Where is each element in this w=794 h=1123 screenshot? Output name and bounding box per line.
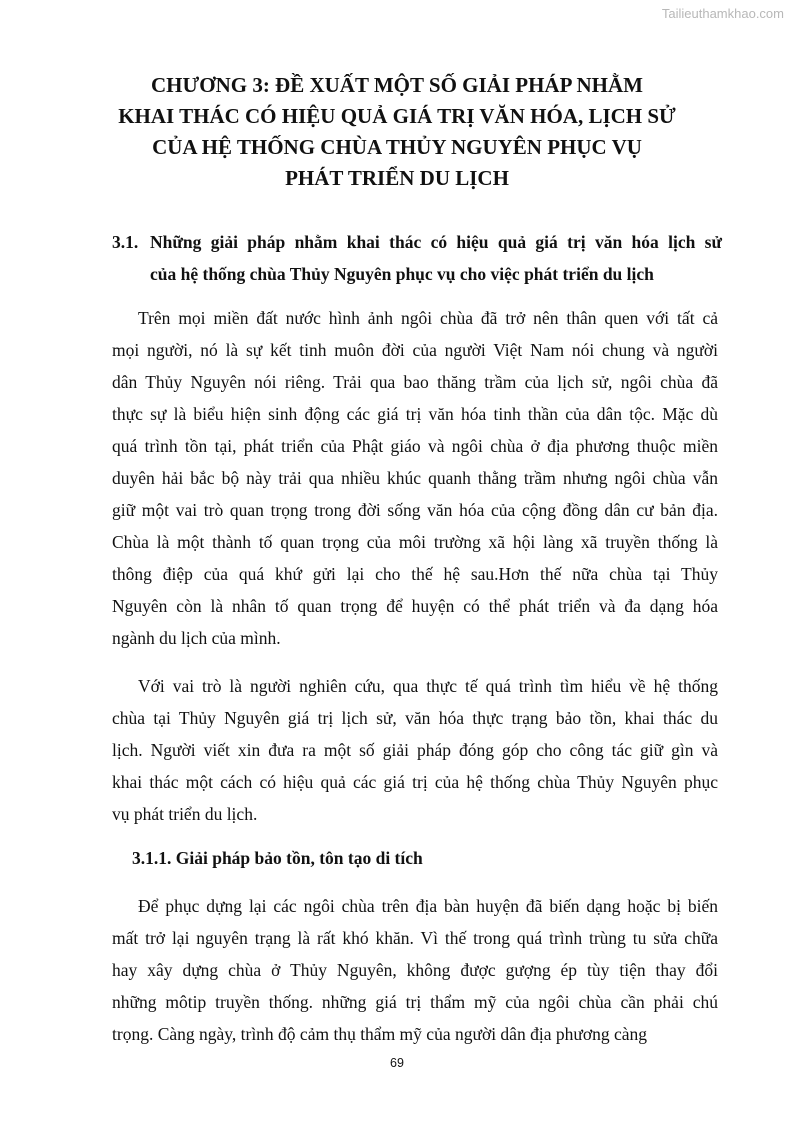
chapter-title-line: CHƯƠNG 3: ĐỀ XUẤT MỘT SỐ GIẢI PHÁP NHẰM xyxy=(151,73,643,97)
chapter-title-line: PHÁT TRIỂN DU LỊCH xyxy=(285,166,509,190)
paragraph-line: những môtip truyền thống. những giá trị thẩm mỹ của ngôi chùa cần phải chú xyxy=(112,992,718,1012)
paragraph-line: Chùa là một thành tố quan trọng của môi trường xã hội làng xã truyền thống là xyxy=(112,532,718,552)
chapter-title-line: KHAI THÁC CÓ HIỆU QUẢ GIÁ TRỊ VĂN HÓA, LỊCH SỬ xyxy=(118,104,676,128)
paragraph-line: mọi người, nó là sự kết tinh muôn đời của người Việt Nam nói chung và người xyxy=(112,340,718,360)
paragraph-1 xyxy=(112,302,718,654)
paragraph-line: dân Thủy Nguyên nói riêng. Trải qua bao thăng trầm của lịch sử, ngôi chùa đã xyxy=(112,372,718,392)
paragraph-line: lịch. Người viết xin đưa ra một số giải pháp đóng góp cho công tác giữ gìn và xyxy=(112,740,718,760)
section-number: 3.1. xyxy=(112,232,139,252)
paragraph-line: mất trở lại nguyên trạng là rất khó khăn. Vì thế trong quá trình trùng tu sửa chữa xyxy=(112,928,718,948)
section-heading-line: Những giải pháp nhằm khai thác có hiệu quả giá trị văn hóa lịch sử xyxy=(150,232,722,252)
chapter-title-line: CỦA HỆ THỐNG CHÙA THỦY NGUYÊN PHỤC VỤ xyxy=(152,135,642,159)
paragraph-line: chùa tại Thủy Nguyên giá trị lịch sử, văn hóa thực trạng bảo tồn, khai thác du xyxy=(112,708,718,728)
paragraph-line: thực sự là biểu hiện sinh động các giá trị văn hóa tinh thần của dân tộc. Mặc dù xyxy=(112,404,718,424)
paragraph-line: thông điệp của quá khứ gửi lại cho thế hệ sau.Hơn thế nữa chùa tại Thủy xyxy=(112,564,718,584)
paragraph-2 xyxy=(112,670,718,830)
paragraph-3 xyxy=(112,890,718,1050)
paragraph-line: ngành du lịch của mình. xyxy=(112,628,281,648)
paragraph-line: Nguyên còn là nhân tố quan trọng để huyện có thể phát triển và đa dạng hóa xyxy=(112,596,718,616)
paragraph-line: hay xây dựng chùa ở Thủy Nguyên, không được gượng ép tùy tiện thay đổi xyxy=(112,960,718,980)
paragraph-line: Để phục dựng lại các ngôi chùa trên địa bàn huyện đã biến dạng hoặc bị biến xyxy=(138,896,718,916)
paragraph-line: Với vai trò là người nghiên cứu, qua thực tế quá trình tìm hiểu về hệ thống xyxy=(138,676,718,696)
paragraph-line: trọng. Càng ngày, trình độ cảm thụ thẩm mỹ của người dân địa phương càng xyxy=(112,1024,647,1044)
paragraph-line: khai thác một cách có hiệu quả các giá trị của hệ thống chùa Thủy Nguyên phục xyxy=(112,772,718,792)
paragraph-line: duyên hải bắc bộ này trải qua nhiều khúc quanh thằng trầm nhưng ngôi chùa vẫn xyxy=(112,468,718,488)
paragraph-line: giữ một vai trò quan trọng trong đời sống văn hóa của cộng đồng dân cư bản địa. xyxy=(112,500,718,520)
paragraph-line: Trên mọi miền đất nước hình ảnh ngôi chùa đã trở nên thân quen với tất cả xyxy=(138,308,718,328)
paragraph-line: quá trình tồn tại, phát triển của Phật giáo và ngôi chùa ở địa phương thuộc miền xyxy=(112,436,718,456)
page-number: 69 xyxy=(390,1056,404,1070)
watermark: Tailieuthamkhao.com xyxy=(661,6,784,21)
section-heading xyxy=(112,226,722,290)
paragraph-line: vụ phát triển du lịch. xyxy=(112,804,258,824)
chapter-title xyxy=(0,70,794,194)
subsection-heading: 3.1.1. Giải pháp bảo tồn, tôn tạo di tích xyxy=(132,848,423,868)
section-heading-line: của hệ thống chùa Thủy Nguyên phục vụ cho việc phát triển du lịch xyxy=(150,264,654,284)
